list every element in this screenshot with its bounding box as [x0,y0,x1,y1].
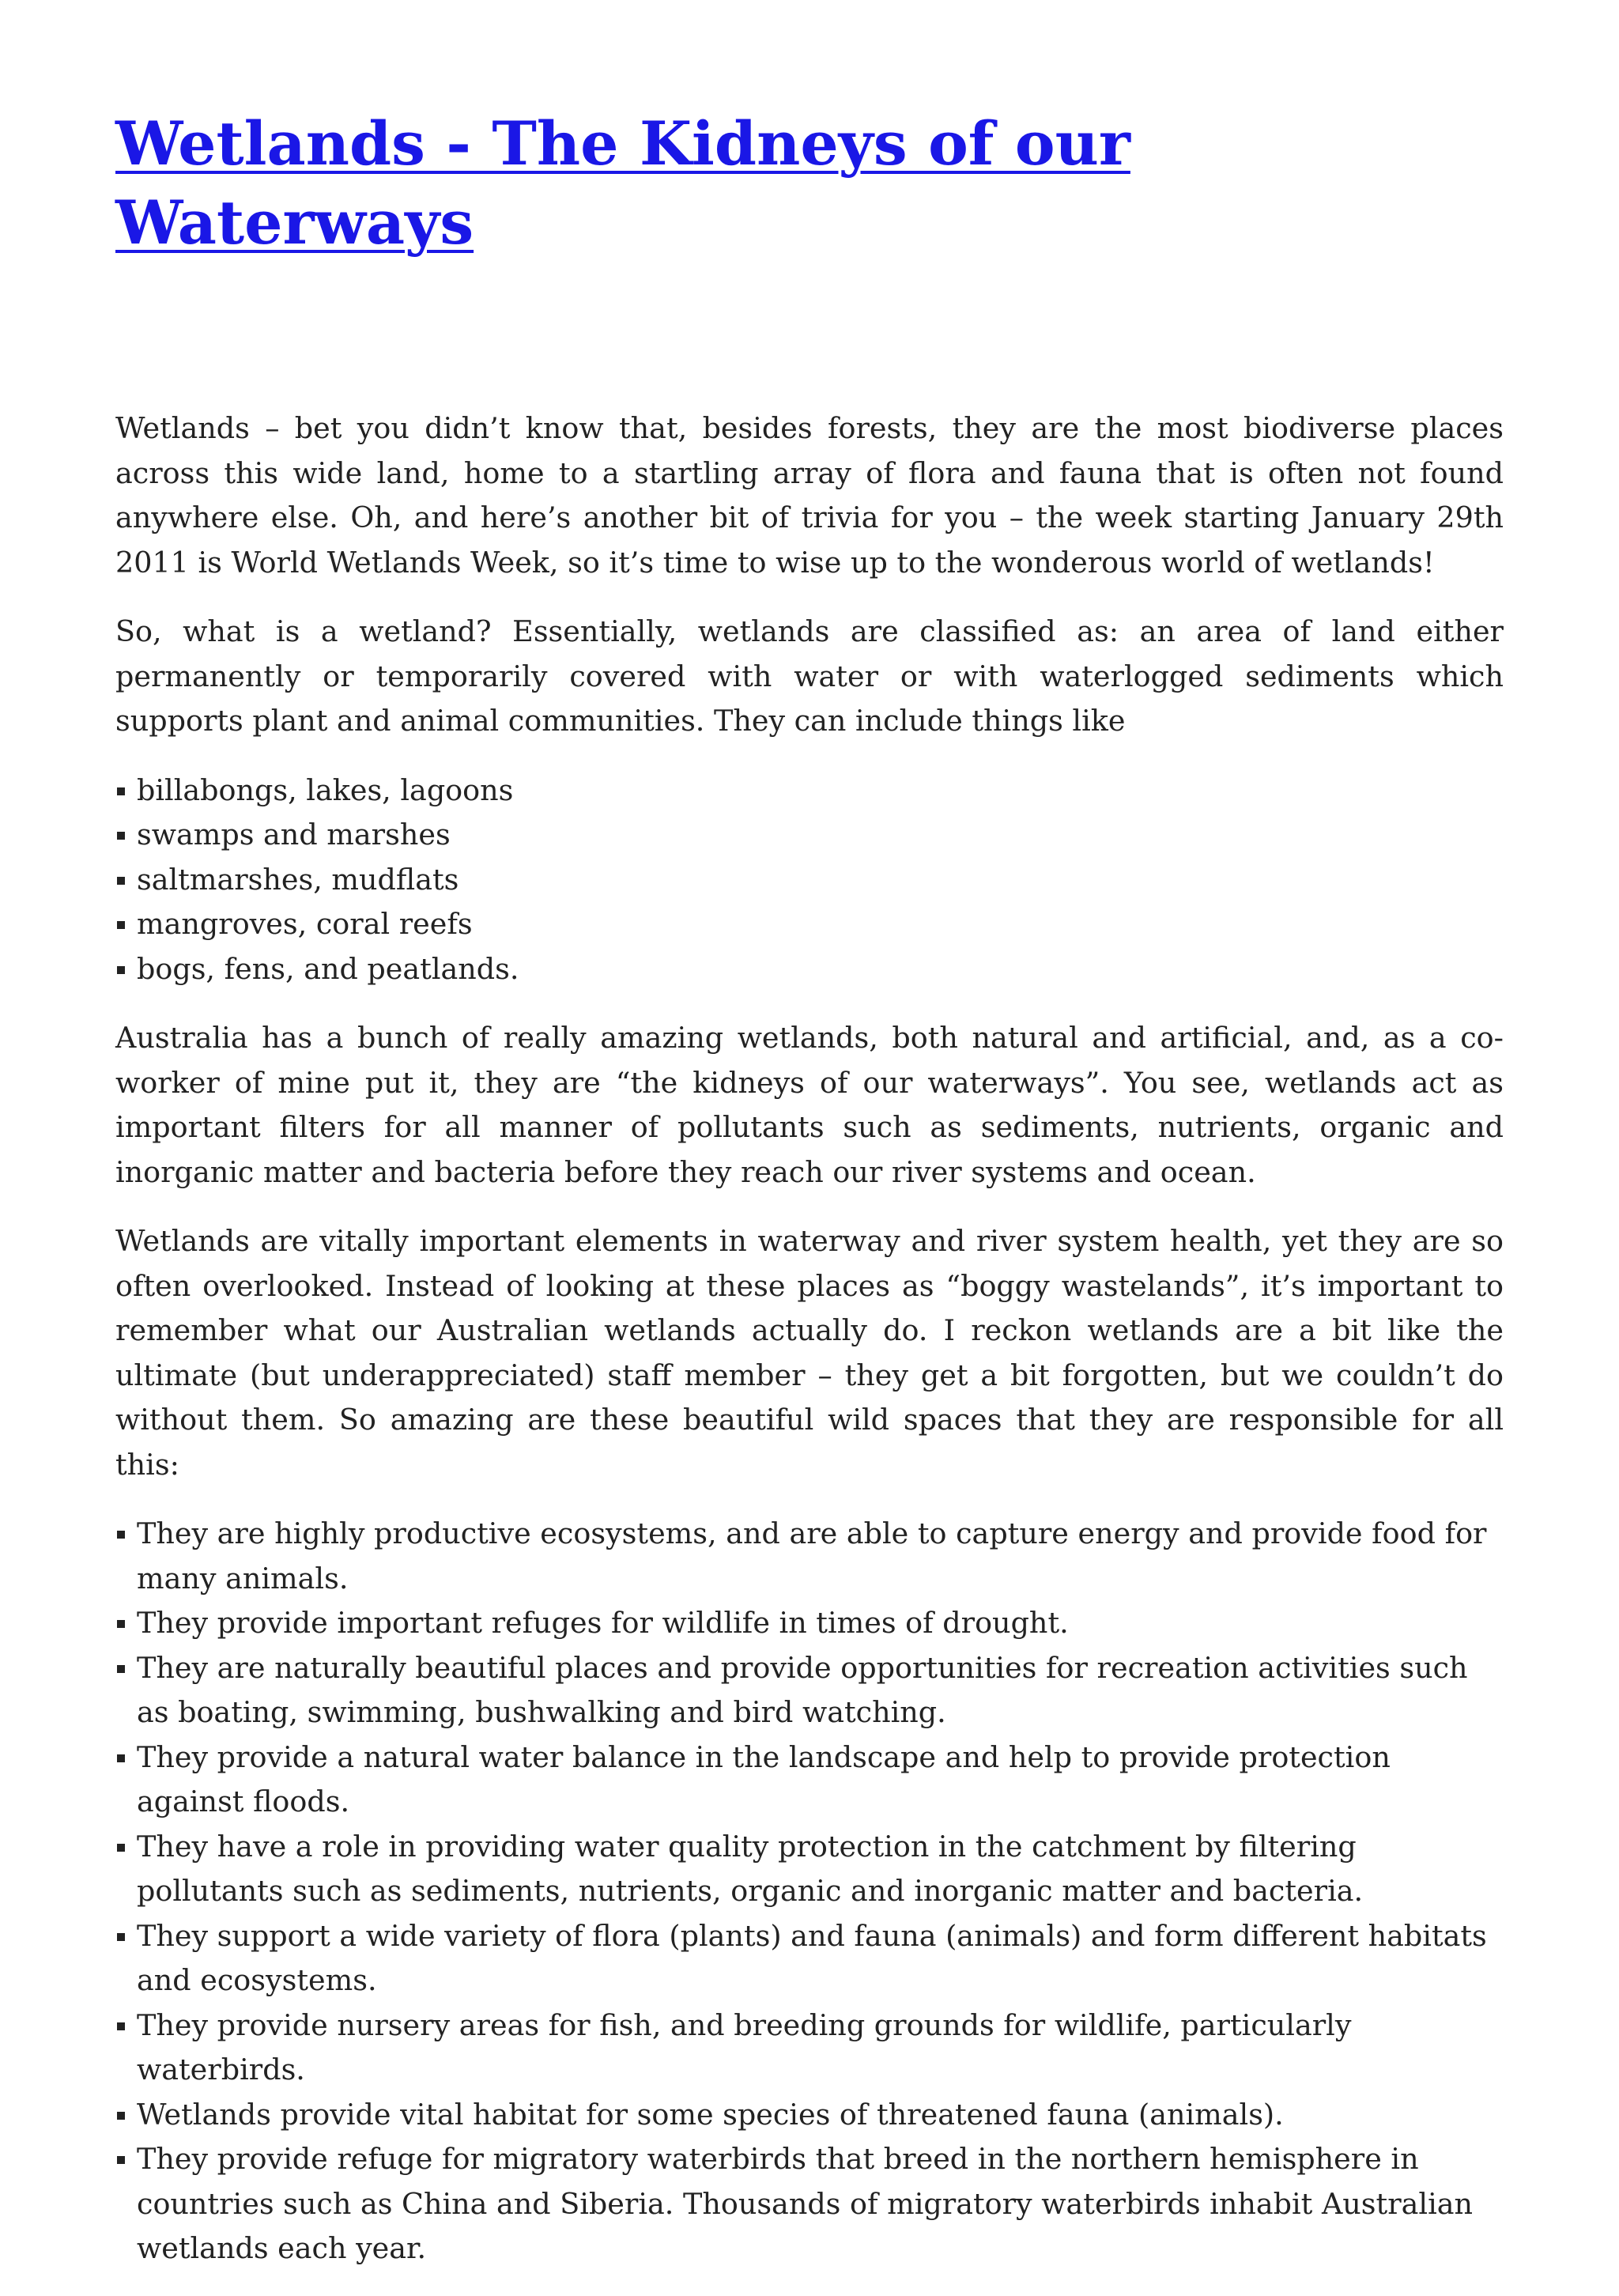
list-item: mangroves, coral reefs [115,902,1504,947]
kidneys-paragraph: Australia has a bunch of really amazing wetlands, both natural and artificial, and, as a co-worker of mine put it, they are “the kidneys of our waterways”. You see, wetlands act as important filters for all manner of pollutants such as sediments, nutrients, organic and inorganic matter and bacteria before they reach our river systems and ocean. [115,1021,1504,1189]
list-item: billabongs, lakes, lagoons [115,768,1504,814]
list-item: They provide refuge for migratory waterbirds that breed in the northern hemisphere in countries such as China and Siberia. Thousands of migratory waterbirds inhabit Australian wetlands each year. [115,2137,1504,2271]
intro-paragraph: Wetlands – bet you didn’t know that, besides forests, they are the most biodiverse places across this wide land, home to a startling array of flora and fauna that is often not found anywhere else. Oh, and here’s another bit of trivia for you – the week starting January 29th 2011 is World Wetlands Week, so it’s time to wise up to the wonderous world of wetlands! [115,411,1504,580]
importance-paragraph: Wetlands are vitally important elements in waterway and river system health, yet they are so often overlooked. Instead of looking at these places as “boggy wastelands”, it’s important to remember what our Australian wetlands actually do. I reckon wetlands are a bit like the ultimate (but underappreciated) staff member – they get a bit forgotten, but we couldn’t do without them. So amazing are these beautiful wild spaces that they are responsible for all this: [115,1224,1504,1482]
list-item: They provide nursery areas for fish, and breeding grounds for wildlife, particularly waterbirds. [115,2003,1504,2093]
list-item: swamps and marshes [115,813,1504,858]
list-item: They have a role in providing water quality protection in the catchment by filtering pollutants such as sediments, nutrients, organic and inorganic matter and bacteria. [115,1825,1504,1914]
list-item: They provide a natural water balance in the landscape and help to provide protection against floods. [115,1735,1504,1825]
list-item: bogs, fens, and peatlands. [115,947,1504,992]
list-item: They provide important refuges for wildlife in times of drought. [115,1601,1504,1646]
article [115,0,1504,2296]
page-title [115,0,1504,262]
list-item: They are naturally beautiful places and provide opportunities for recreation activities such as boating, swimming, bushwalking and bird watching. [115,1646,1504,1735]
definition-paragraph: So, what is a wetland? Essentially, wetlands are classified as: an area of land either permanently or temporarily covered with water or with waterlogged sediments which supports plant and animal communities. They can include things like [115,614,1504,738]
wetland-types-list [115,768,1504,992]
benefits-list [115,1512,1504,2271]
list-item: They are highly productive ecosystems, and are able to capture energy and provide food for many animals. [115,1512,1504,1601]
list-item: Wetlands provide vital habitat for some species of threatened fauna (animals). [115,2093,1504,2138]
list-item: saltmarshes, mudflats [115,858,1504,903]
title-link[interactable]: Wetlands - The Kidneys of our Waterways [115,108,1130,258]
article-body [115,406,1504,2271]
list-item: They support a wide variety of flora (plants) and fauna (animals) and form different habitats and ecosystems. [115,1914,1504,2003]
